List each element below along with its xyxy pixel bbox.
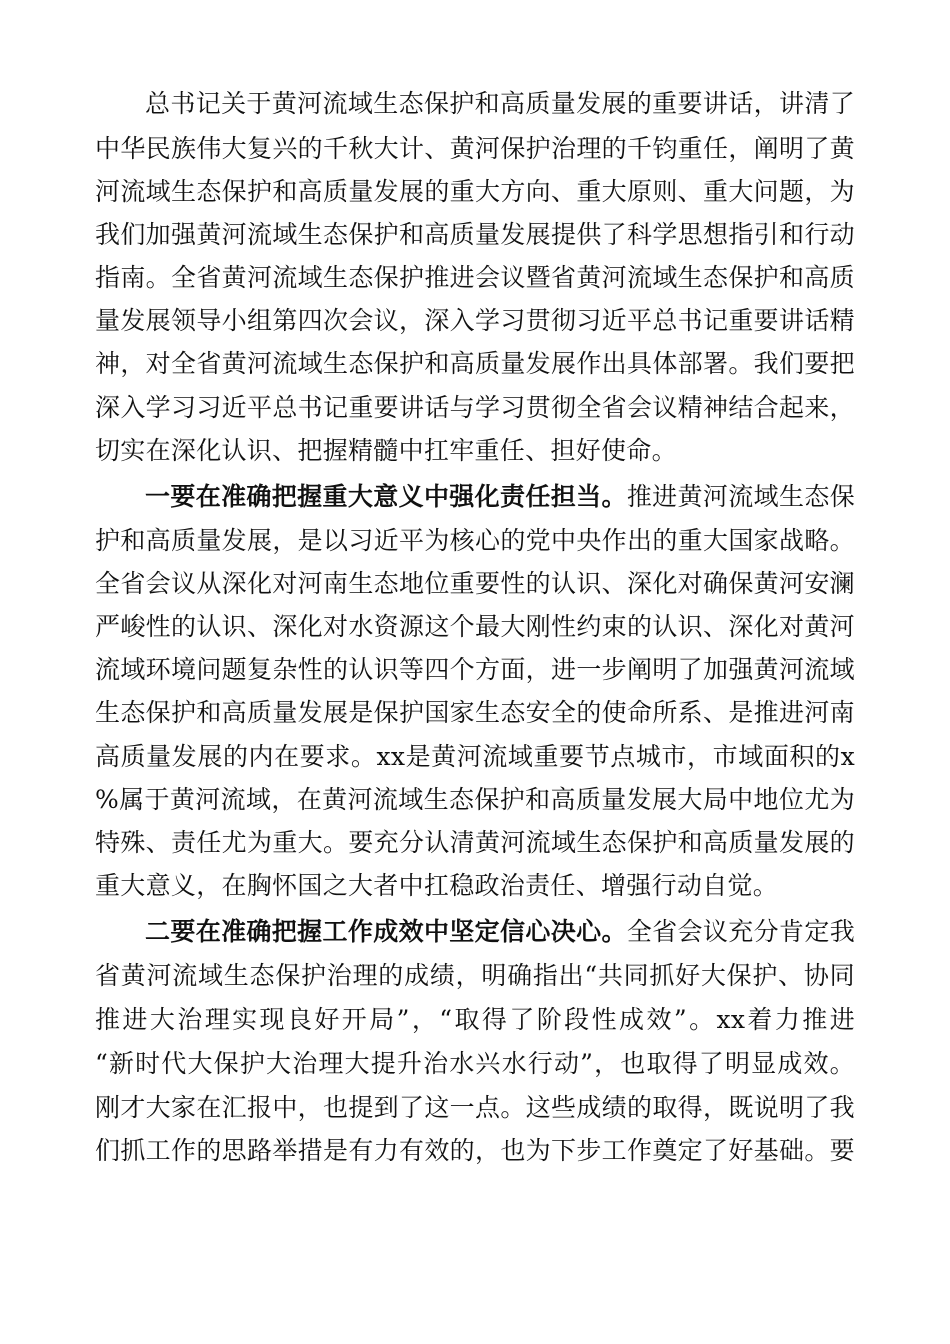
paragraph-1-line-2: 中华民族伟大复兴的千秋大计、黄河保护治理的千钧重任，阐明了黄 bbox=[95, 134, 855, 163]
paragraph-2-line-6: 生态保护和高质量发展是保护国家生态安全的使命所系、是推进河南 bbox=[95, 698, 855, 727]
paragraph-1-line-7: 神，对全省黄河流域生态保护和高质量发展作出具体部署。我们要把 bbox=[95, 349, 855, 378]
paragraph-2-heading: 一要在准确把握重大意义中强化责任担当。 bbox=[145, 482, 627, 511]
paragraph-3-line-1 bbox=[145, 912, 855, 952]
paragraph-3-line-6: 们抓工作的思路举措是有力有效的，也为下步工作奠定了好基础。要 bbox=[95, 1136, 855, 1165]
paragraph-2-line-1 bbox=[145, 477, 855, 517]
paragraph-1-line-8: 深入学习习近平总书记重要讲话与学习贯彻全省会议精神结合起来， bbox=[95, 393, 855, 422]
paragraph-1-line-6: 量发展领导小组第四次会议，深入学习贯彻习近平总书记重要讲话精 bbox=[95, 306, 855, 335]
paragraph-2-line-3: 全省会议从深化对河南生态地位重要性的认识、深化对确保黄河安澜 bbox=[95, 569, 855, 598]
paragraph-3-line-2: 省黄河流域生态保护治理的成绩，明确指出“共同抓好大保护、协同 bbox=[95, 961, 855, 990]
paragraph-2-line-9: 特殊、责任尤为重大。要充分认清黄河流域生态保护和高质量发展的 bbox=[95, 828, 855, 857]
paragraph-2-line-10: 重大意义，在胸怀国之大者中扛稳政治责任、增强行动自觉。 bbox=[95, 871, 779, 900]
paragraph-3-line-5: 刚才大家在汇报中，也提到了这一点。这些成绩的取得，既说明了我 bbox=[95, 1093, 855, 1122]
paragraph-2-line-5: 流域环境问题复杂性的认识等四个方面，进一步阐明了加强黄河流域 bbox=[95, 655, 855, 684]
paragraph-2-first-line-rest: 推进黄河流域生态保 bbox=[626, 482, 856, 511]
paragraph-3-first-line-rest: 全省会议充分肯定我 bbox=[626, 917, 856, 946]
paragraph-1-line-3: 河流域生态保护和高质量发展的重大方向、重大原则、重大问题，为 bbox=[95, 177, 855, 206]
paragraph-2-line-8: %属于黄河流域，在黄河流域生态保护和高质量发展大局中地位尤为 bbox=[95, 785, 855, 814]
paragraph-2-line-2: 护和高质量发展，是以习近平为核心的党中央作出的重大国家战略。 bbox=[95, 526, 855, 555]
paragraph-3-line-4: “新时代大保护大治理大提升治水兴水行动”，也取得了明显成效。 bbox=[95, 1049, 855, 1078]
paragraph-1-line-1: 总书记关于黄河流域生态保护和高质量发展的重要讲话，讲清了 bbox=[145, 89, 855, 118]
paragraph-2-line-4: 严峻性的认识、深化对水资源这个最大刚性约束的认识、深化对黄河 bbox=[95, 612, 855, 641]
paragraph-2-line-7: 高质量发展的内在要求。xx是黄河流域重要节点城市，市域面积的x bbox=[95, 742, 855, 771]
paragraph-1-line-4: 我们加强黄河流域生态保护和高质量发展提供了科学思想指引和行动 bbox=[95, 220, 855, 249]
paragraph-1-line-9: 切实在深化认识、把握精髓中扛牢重任、担好使命。 bbox=[95, 436, 677, 465]
paragraph-3-line-3: 推进大治理实现良好开局”，“取得了阶段性成效”。xx着力推进 bbox=[95, 1005, 855, 1034]
paragraph-1-line-5: 指南。全省黄河流域生态保护推进会议暨省黄河流域生态保护和高质 bbox=[95, 263, 855, 292]
paragraph-3-heading: 二要在准确把握工作成效中坚定信心决心。 bbox=[145, 917, 627, 946]
